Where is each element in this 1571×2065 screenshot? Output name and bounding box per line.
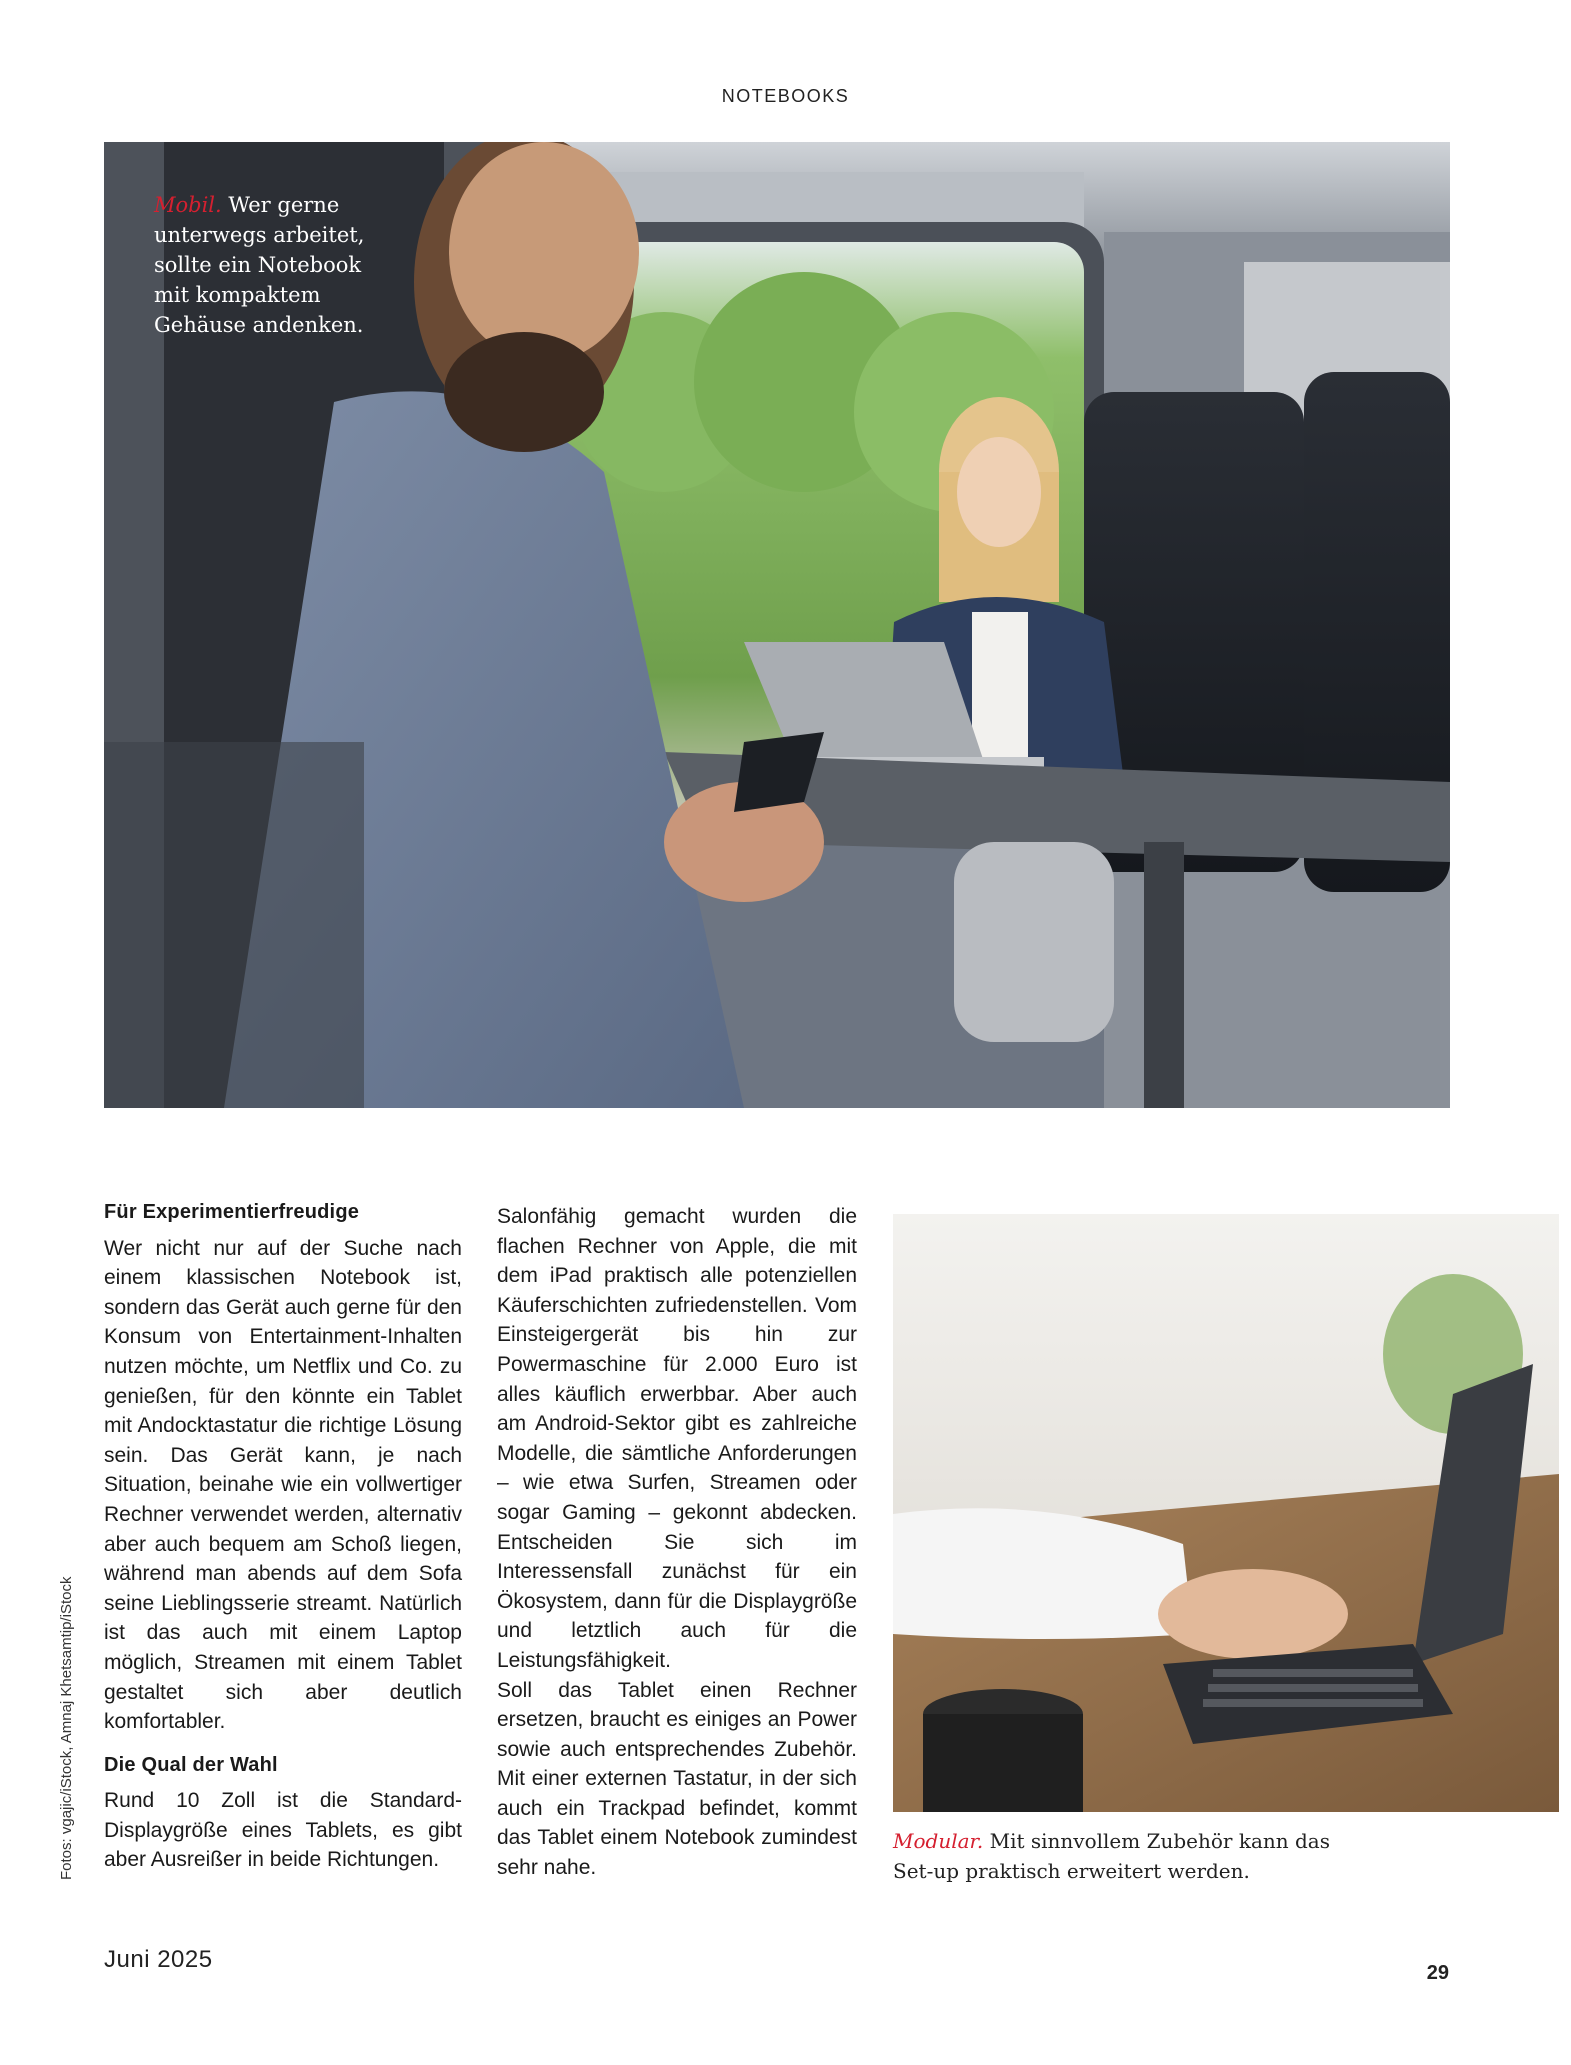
article-column-2	[497, 1202, 857, 1883]
heading-qual-der-wahl: Die Qual der Wahl	[104, 1753, 278, 1776]
column1-paragraph1: Wer nicht nur auf der Suche nach einem klassischen Notebook ist, sondern das Gerät auch gerne für den Konsum von Entertainment-Inhalten nutzen möchte, um Netflix und Co. zu genießen, für den könnte ein Tablet mit Andocktastatur die richtige Lösung sein. Das Gerät kann, je nach Situation, beinahe wie ein vollwertiger Rechner verwendet werden, alternativ aber auch bequem am Schoß liegen, während man abends auf dem Sofa seine Lieblingsserie streamt. Natürlich ist das auch mit einem Laptop möglich, Streamen mit einem Tablet gestaltet sich aber deutlich komfortabler.	[104, 1236, 462, 1734]
article-column-1	[104, 1198, 462, 1875]
hero-caption-text: Wer gerne unterwegs arbeitet, sollte ein Notebook mit kompaktem Gehäuse andenken.	[154, 193, 365, 337]
footer-date: Juni 2025	[104, 1946, 213, 1973]
hero-caption-lead: Mobil.	[154, 193, 222, 217]
tablet-keyboard-photo	[893, 1214, 1559, 1812]
column2-paragraph1: Salonfähig gemacht wurden die flachen Rechner von Apple, die mit dem iPad praktisch alle potenziellen Käuferschichten zufriedenstellen. Vom Einsteigergerät bis hin zur Powermaschine für 2.000 Euro ist alles käuflich erwerbbar. Aber auch am Android-Sektor gibt es zahlreiche Modelle, die sämtliche Anforderungen – wie etwa Surfen, Streamen oder sogar Gaming – gekonnt abdecken. Entscheiden Sie sich im Interessensfall zunächst für ein Ökosystem, dann für die Displaygröße und letztlich auch für die Leistungsfähigkeit.	[497, 1205, 857, 1672]
section-label: NOTEBOOKS	[721, 86, 850, 106]
tablet-scene-illustration	[893, 1214, 1559, 1812]
heading-experimentierfreudige: Für Experimentierfreudige	[104, 1201, 360, 1223]
hero-image	[104, 142, 1450, 1108]
column2-paragraph2: Soll das Tablet einen Rechner ersetzen, braucht es einiges an Power sowie auch entsprechendes Zubehör. Mit einer externen Tastatur, in der sich auch ein Trackpad befindet, kommt das Tablet einem Notebook zumindest sehr nahe.	[497, 1678, 857, 1880]
hero-caption	[154, 190, 394, 340]
side-caption-lead: Modular.	[893, 1829, 984, 1853]
side-caption-text: Mit sinnvollem Zubehör kann das Set-up praktisch erweitert werden.	[893, 1829, 1330, 1883]
side-caption	[893, 1826, 1363, 1886]
column1-paragraph2: Rund 10 Zoll ist die Standard-Displaygröße eines Tablets, es gibt aber Ausreißer in beide Richtungen.	[104, 1789, 462, 1872]
photo-credits: Fotos: vgajic/iStock, Amnaj Khetsamtip/iStock	[58, 1576, 75, 1880]
page-number: 29	[1426, 1962, 1449, 1984]
